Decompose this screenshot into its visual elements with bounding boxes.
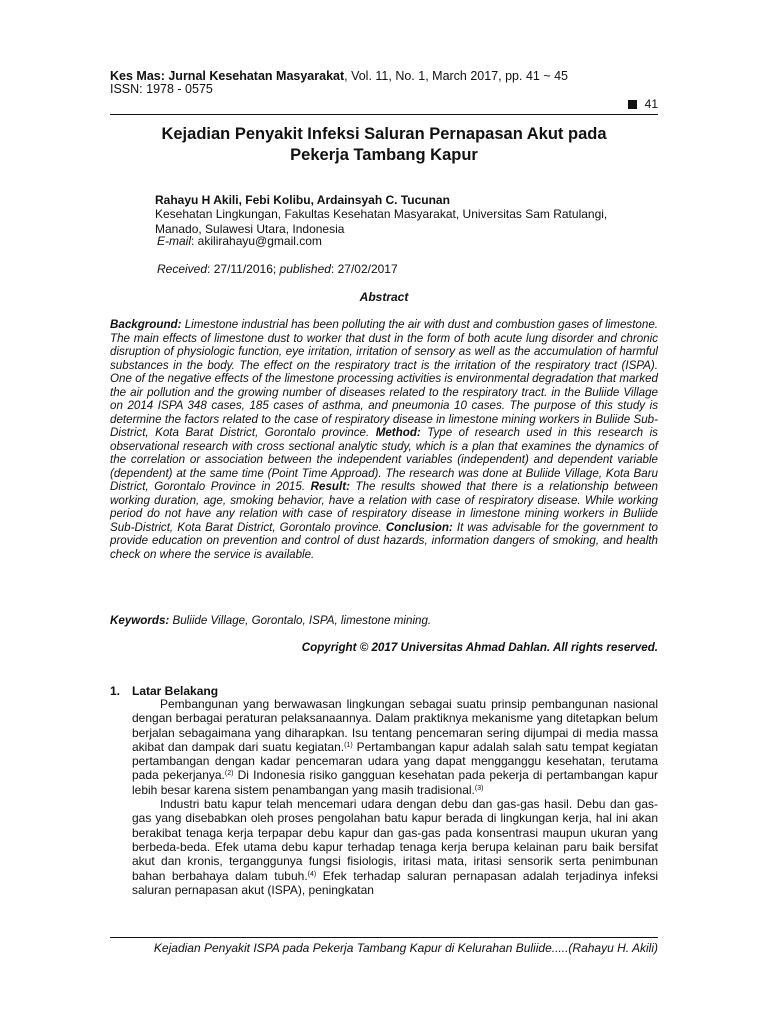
received-date: : 27/11/2016;	[207, 262, 280, 276]
p1-text-3: Di Indonesia risiko gangguan kesehatan pada pekerja di pertambangan kapur lebih besar karena sistem penambangan yang masih tradisional.	[132, 768, 658, 797]
keywords	[110, 614, 658, 627]
section-title: Latar Belakang	[132, 684, 219, 698]
page-number-block	[628, 97, 658, 111]
journal-name: Kes Mas: Jurnal Kesehatan Masyarakat	[110, 69, 345, 83]
issn: ISSN: 1978 - 0575	[110, 82, 213, 96]
published-date: : 27/02/2017	[330, 262, 398, 276]
affiliation	[155, 207, 655, 236]
result-label: Result:	[310, 480, 350, 493]
section-body	[132, 697, 658, 897]
conclusion-label: Conclusion:	[385, 520, 453, 534]
p1-text-1: Pembangunan yang berwawasan lingkungan sebagai suatu prinsip pembangunan nasional dengan berbagai peraturan pelaksanaannya. Dalam praktiknya mekanisme yang ditetapkan belum berjalan sebagaimana yang diharapkan. Isu tentang pencemaran sering dijumpai di media massa akibat dan dampak dari suatu kegiatan.	[132, 697, 658, 754]
email-value: : akilirahayu@gmail.com	[191, 234, 322, 248]
affiliation-line-1: Kesehatan Lingkungan, Fakultas Kesehatan Masyarakat, Universitas Sam Ratulangi,	[155, 207, 608, 221]
keywords-label: Keywords:	[110, 614, 170, 627]
background-label: Background:	[110, 318, 182, 331]
copyright: Copyright © 2017 Universitas Ahmad Dahlan. All rights reserved.	[301, 641, 658, 654]
paragraph-2	[132, 797, 658, 897]
journal-header	[110, 69, 568, 83]
published-label: published	[279, 262, 331, 276]
received-label: Received	[157, 262, 208, 276]
abstract-heading: Abstract	[359, 290, 409, 304]
paper-title	[110, 124, 658, 166]
p1-text-2: Pertambangan kapur adalah salah satu tempat kegiatan pertambangan dengan kadar pencemaran udara yang dapat mengganggu kesehatan, terutama pada pekerjanya.	[132, 739, 658, 783]
footer-rule	[110, 937, 658, 938]
title-line-2: Pekerja Tambang Kapur	[290, 146, 478, 164]
citation-3: (3)	[474, 784, 484, 792]
section-heading	[110, 684, 218, 698]
result-text: The results showed that there is a relationship between working duration, age, smoking behavior, have a relation with case of respiratory disease. While working period do not have any relation with case of respiratory disease in limestone mining workers in Buliide Sub-District, Kota Barat District, Gorontalo province.	[110, 480, 658, 534]
title-line-1: Kejadian Penyakit Infeksi Saluran Pernapasan Akut pada	[161, 125, 607, 143]
running-footer: Kejadian Penyakit ISPA pada Pekerja Tambang Kapur di Kelurahan Buliide.....(Rahayu H. Akili)	[153, 941, 658, 955]
section-number: 1.	[110, 684, 121, 698]
authors: Rahayu H Akili, Febi Kolibu, Ardainsyah C. Tucunan	[155, 193, 450, 207]
background-text: Limestone industrial has been polluting the air with dust and combustion gases of limestone. The main effects of limestone dust to worker that dust in the form of both acute lung disorder and chronic disruption of physiologic function, eye irritation, irritation of sensory as well as the accumulation of harmful substances in the body. The effect on the respiratory tract is the irritation of the respiratory tract (ISPA). One of the negative effects of the limestone processing activities is environmental degradation that marked the air pollution and the growing number of diseases related to the respiratory tract. in the Buliide Village on 2014 ISPA 348 cases, 185 cases of asthma, and pneumonia 10 cases. The purpose of this study is determine the factors related to the case of respiratory disease in limestone mining workers in Buliide Sub-District, Kota Barat District, Gorontalo province.	[110, 318, 658, 439]
citation-2: (2)	[224, 770, 234, 778]
p2-text-1: Industri batu kapur telah mencemari udara dengan debu dan gas-gas hasil. Debu dan gas-gas yang disebabkan oleh proses pengolahan batu kapur berada di lingkungan kerja, hal ini akan berakibat tenaga kerja terpapar debu kapur dan gas-gas pada konsentrasi maupun ukuran yang berbeda-beda. Efek utama debu kapur terhadap tenaga kerja berupa kelainan paru baik bersifat akut dan kronis, terganggunya fungsi fisiologis, iritasi mata, iritasi sensorik serta penimbunan bahan berbahaya dalam tubuh.	[132, 797, 658, 883]
page-number: 41	[644, 97, 658, 111]
abstract-body	[110, 318, 658, 561]
p2-text-2: Efek terhadap saluran pernapasan adalah terjadinya infeksi saluran pernapasan akut (ISPA), peningkatan	[132, 868, 658, 897]
method-label: Method:	[375, 426, 421, 439]
email-label: E-mail	[157, 234, 192, 248]
header-rule	[110, 114, 658, 115]
dates	[157, 262, 398, 276]
email	[157, 234, 322, 248]
square-bullet-icon	[628, 100, 637, 109]
volume-info: , Vol. 11, No. 1, March 2017, pp. 41 ~ 45	[344, 69, 569, 83]
citation-4: (4)	[307, 870, 317, 878]
citation-1: (1)	[344, 741, 353, 749]
affiliation-line-2: Manado, Sulawesi Utara, Indonesia	[155, 221, 345, 236]
conclusion-text: It was advisable for the government to provide education on prevention and control of dust hazards, information dangers of smoking, and health check on where the service is available.	[110, 520, 658, 561]
method-text: Type of research used in this research is observational research with cross sectional analytic study, which is a plan that examines the dynamics of the correlation or association between the independent variables (independent) and dependent variable (dependent) at the same time (Point Time Approad). The research was done at Buliide Village, Kota Baru District, Gorontalo Province in 2015.	[110, 426, 658, 493]
paragraph-1	[132, 697, 658, 797]
keywords-value: Buliide Village, Gorontalo, ISPA, limestone mining.	[169, 614, 432, 627]
